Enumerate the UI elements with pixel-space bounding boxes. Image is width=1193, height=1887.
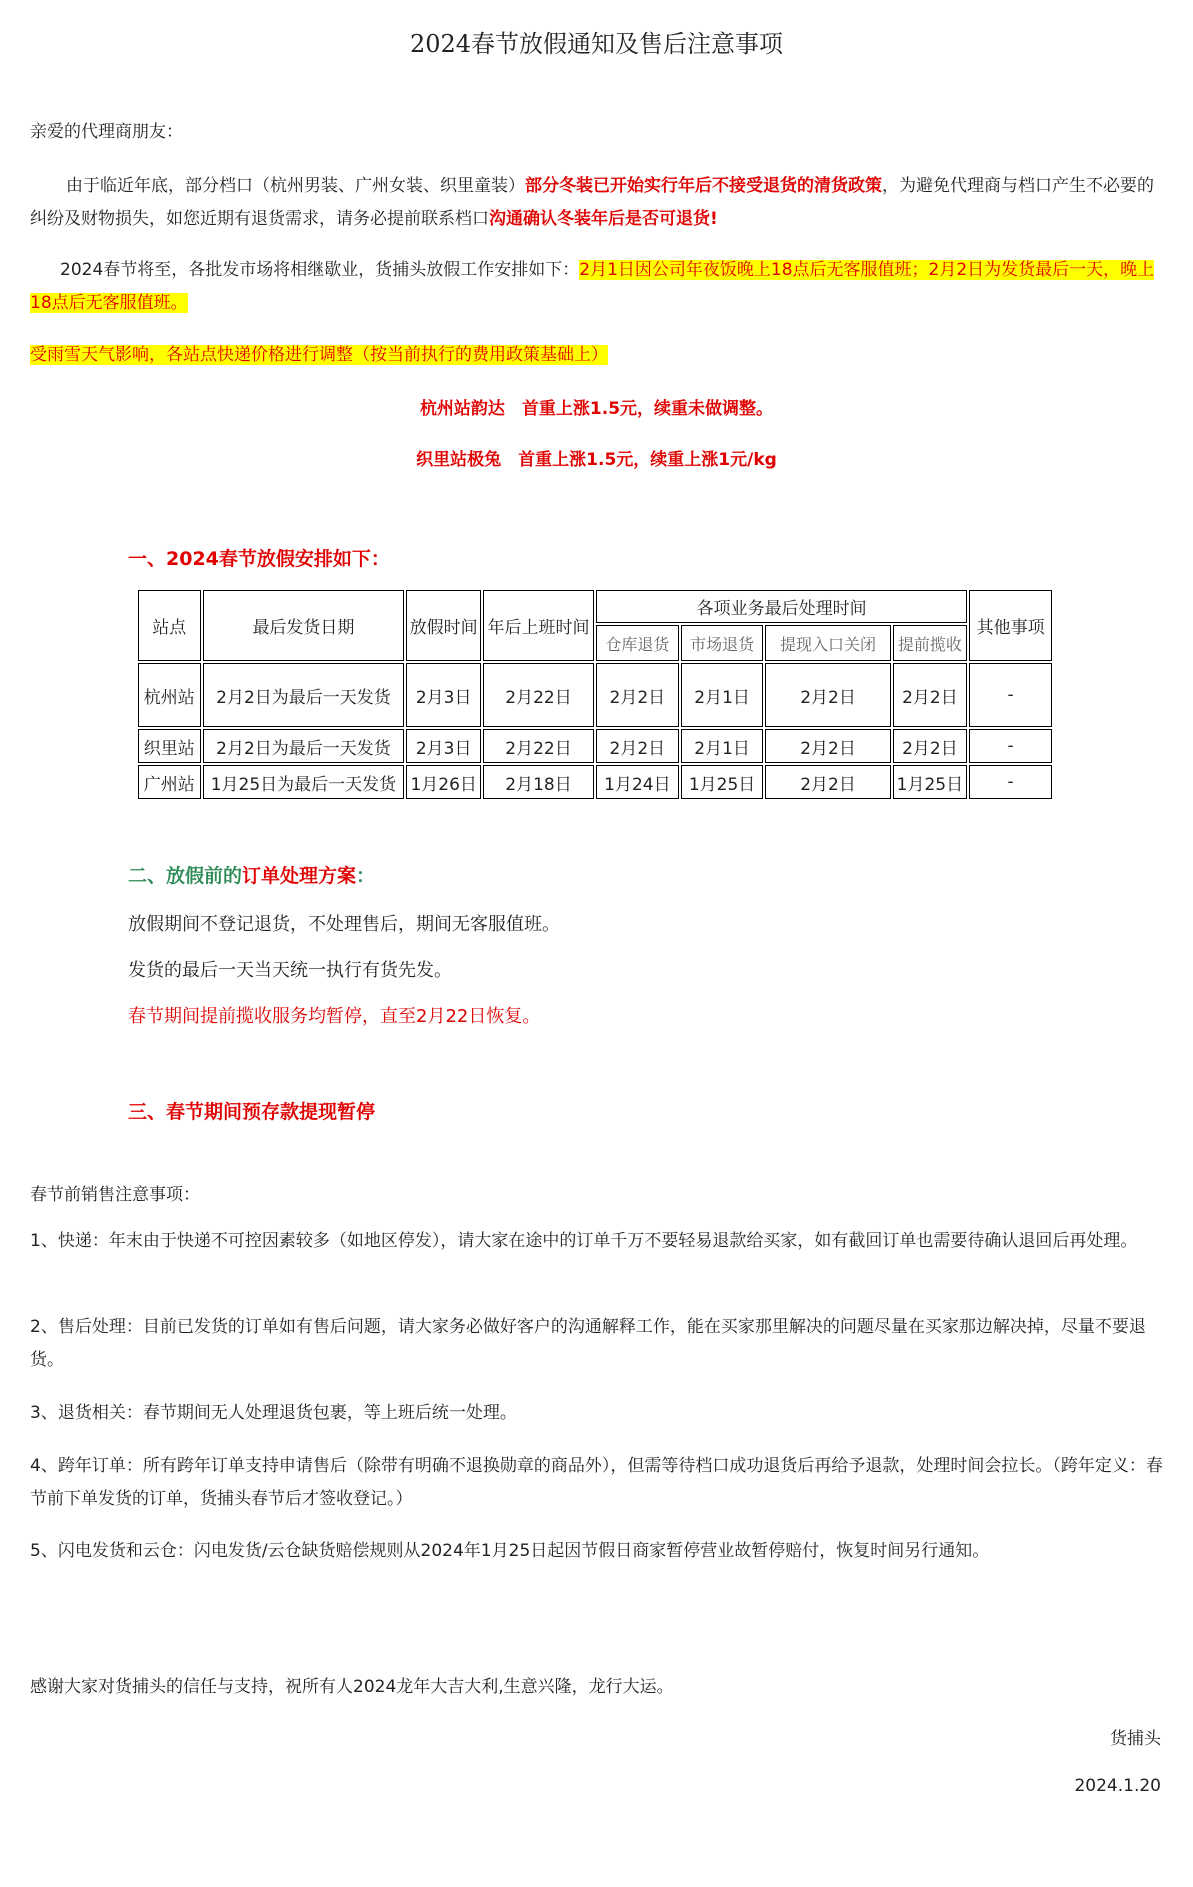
- header-return-work: 年后上班时间: [483, 590, 594, 661]
- cell-other: -: [969, 765, 1052, 799]
- note-item: 1、快递：年末由于快递不可控因素较多（如地区停发），请大家在途中的订单千万不要轻易退款给买家，如有截回订单也需要待确认退回后再处理。: [30, 1231, 1138, 1251]
- cell-warehouse: 2月2日: [596, 663, 679, 727]
- section3-title: 三、春节期间预存款提现暂停: [128, 1101, 376, 1123]
- cell-pickup: 1月25日: [893, 765, 968, 799]
- note-item: 3、退货相关：春节期间无人处理退货包裹，等上班后统一处理。: [30, 1403, 517, 1423]
- cell-market: 1月25日: [681, 765, 764, 799]
- section2-line1: 放假期间不登记退货，不处理售后，期间无客服值班。: [128, 914, 560, 935]
- cell-withdraw: 2月2日: [765, 729, 890, 763]
- para2-highlight-1: 2月1日因公司年夜饭晚上18点后无客服值班；2月2日为发货最后一: [579, 260, 1087, 280]
- section2-title: [128, 861, 375, 888]
- page-title: 2024春节放假通知及售后注意事项: [409, 30, 784, 58]
- greeting: 亲爱的代理商朋友：: [30, 122, 183, 142]
- cell-return-work: 2月22日: [483, 663, 594, 727]
- cell-holiday: 2月3日: [406, 729, 481, 763]
- price-zhili: 织里站极兔 首重上涨1.5元，续重上涨1元/kg: [416, 450, 777, 470]
- note-item: 4、跨年订单：所有跨年订单支持申请售后（除带有明确不退换勋章的商品外），但需等待档口成功退货后再给予退款，处理时间会拉长。（跨年定义：春节前下单发货的订单，货捕头春节后才签收登记。）: [30, 1456, 1163, 1509]
- para1-highlight-confirm: 沟通确认冬装年后是否可退货!: [489, 209, 718, 229]
- table-row: [138, 663, 1052, 727]
- table-header-row: [138, 590, 1052, 623]
- date: 2024.1.20: [1074, 1776, 1161, 1796]
- section2-title-a: 二、放假前的: [128, 865, 243, 887]
- subheader-early-pickup: 提前揽收: [893, 625, 968, 661]
- table-row: [138, 729, 1052, 763]
- para1-highlight-policy: 部分冬装已开始实行年后不接受退货的清货政策: [525, 176, 882, 196]
- paragraph-holiday-schedule: [30, 254, 1165, 320]
- section2-title-c: ：: [356, 865, 376, 887]
- header-holiday: 放假时间: [406, 590, 481, 661]
- header-other: 其他事项: [969, 590, 1052, 661]
- para1-text-a: 由于临近年底，部分档口（杭州男装、广州女装、织里童装）: [66, 176, 525, 196]
- weather-notice: [30, 341, 608, 369]
- section2-line2: 发货的最后一天当天统一执行有货先发。: [128, 960, 452, 981]
- section2-line3: 春节期间提前揽收服务均暂停，直至2月22日恢复。: [128, 1006, 541, 1027]
- cell-market: 2月1日: [681, 729, 764, 763]
- cell-pickup: 2月2日: [893, 663, 968, 727]
- para1-text-c: ，为避免代理商与档口产生不必要的纠纷及财物损失，如您近期有退货需求，请务必提前联系档口: [30, 176, 1154, 229]
- thanks-message: 感谢大家对货捕头的信任与支持，祝所有人2024龙年大吉大利,生意兴隆，龙行大运。: [30, 1677, 674, 1697]
- cell-station: 织里站: [138, 729, 201, 763]
- cell-last-ship: 2月2日为最后一天发货: [203, 729, 405, 763]
- cell-warehouse: 1月24日: [596, 765, 679, 799]
- subheader-withdraw-close: 提现入口关闭: [765, 625, 890, 661]
- cell-holiday: 1月26日: [406, 765, 481, 799]
- header-group: 各项业务最后处理时间: [596, 590, 967, 623]
- table-row: [138, 765, 1052, 799]
- cell-withdraw: 2月2日: [765, 663, 890, 727]
- subheader-warehouse-return: 仓库退货: [596, 625, 679, 661]
- cell-other: -: [969, 729, 1052, 763]
- header-last-ship: 最后发货日期: [203, 590, 405, 661]
- subheader-market-return: 市场退货: [681, 625, 764, 661]
- paragraph-return-policy: [30, 170, 1165, 236]
- notes-title: 春节前销售注意事项：: [30, 1185, 200, 1205]
- note-item: 5、闪电发货和云仓：闪电发货/云仓缺货赔偿规则从2024年1月25日起因节假日商家暂停营业故暂停赔付，恢复时间另行通知。: [30, 1541, 990, 1561]
- cell-return-work: 2月18日: [483, 765, 594, 799]
- cell-station: 广州站: [138, 765, 201, 799]
- price-hangzhou: 杭州站韵达 首重上涨1.5元，续重未做调整。: [419, 399, 774, 419]
- cell-last-ship: 1月25日为最后一天发货: [203, 765, 405, 799]
- weather-notice-text: 受雨雪天气影响，各站点快递价格进行调整（按当前执行的费用政策基础上）: [30, 345, 608, 365]
- signature: 货捕头: [1110, 1729, 1161, 1749]
- cell-return-work: 2月22日: [483, 729, 594, 763]
- para2-highlight-2: 天，晚上18点后无客服值班。: [30, 260, 1155, 313]
- cell-warehouse: 2月2日: [596, 729, 679, 763]
- cell-other: -: [969, 663, 1052, 727]
- cell-market: 2月1日: [681, 663, 764, 727]
- cell-holiday: 2月3日: [406, 663, 481, 727]
- note-item: 2、售后处理：目前已发货的订单如有售后问题，请大家务必做好客户的沟通解释工作，能在买家那里解决的问题尽量在买家那边解决掉，尽量不要退货。: [30, 1317, 1146, 1370]
- section2-title-b: 订单处理方案: [242, 865, 357, 887]
- para2-text-a: 2024春节将至，各批发市场将相继歇业，货捕头放假工作安排如下：: [60, 260, 580, 280]
- section1-title: 一、2024春节放假安排如下：: [128, 548, 390, 570]
- cell-pickup: 2月2日: [893, 729, 968, 763]
- header-station: 站点: [138, 590, 201, 661]
- cell-station: 杭州站: [138, 663, 201, 727]
- cell-withdraw: 2月2日: [765, 765, 890, 799]
- holiday-schedule-table: [136, 588, 1054, 801]
- cell-last-ship: 2月2日为最后一天发货: [203, 663, 405, 727]
